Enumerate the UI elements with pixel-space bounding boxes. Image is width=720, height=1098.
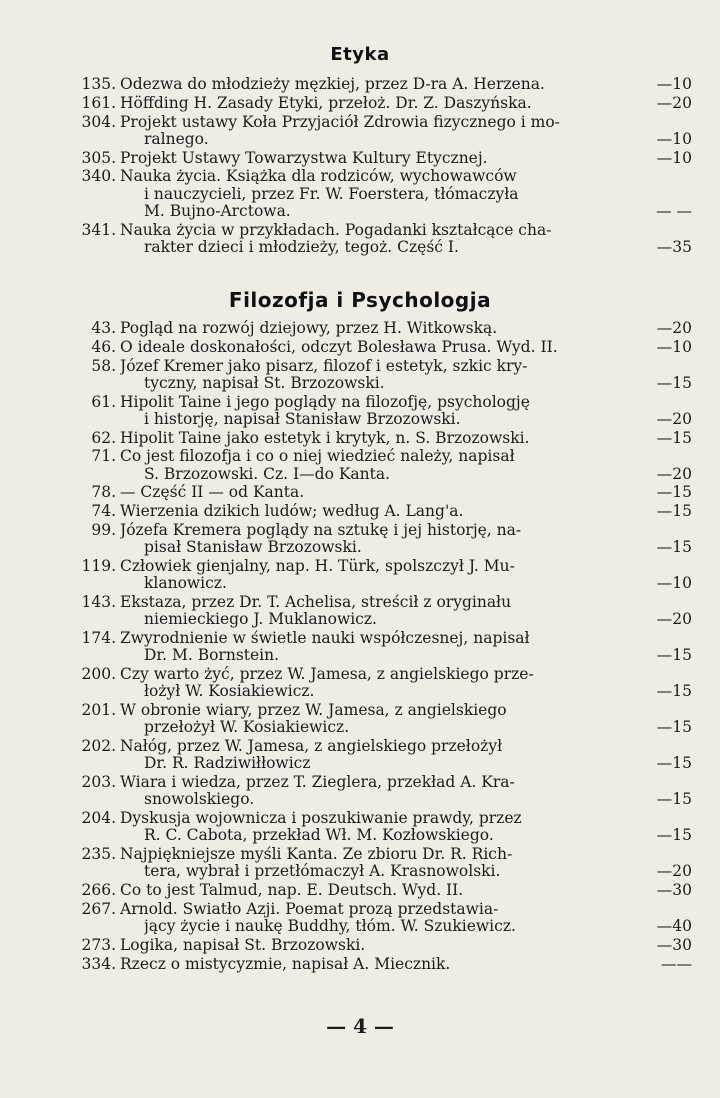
entry-number: 201. — [81, 701, 116, 719]
entry-text-line: Hipolit Taine jako estetyk i krytyk, n. S. Brzozowski. — [120, 429, 530, 447]
entry-price: —20 — [656, 319, 692, 337]
entry-text-line: tera, wybrał i przetłómaczył A. Krasnowolski. — [144, 863, 501, 881]
entry-number: 273. — [81, 935, 116, 954]
entry-text-line: Projekt Ustawy Towarzystwa Kultury Etycznej. — [120, 149, 488, 167]
catalog-entry — [0, 168, 720, 220]
entry-number: 266. — [81, 881, 116, 899]
entry-price: —10 — [656, 129, 692, 148]
catalog-entry — [0, 901, 720, 935]
entry-price: —15 — [656, 826, 692, 845]
entry-text-line: Ekstaza, przez Dr. T. Achelisa, streścił z oryginału — [120, 594, 512, 611]
entry-number: 200. — [81, 665, 116, 683]
entry-text-line: łożył W. Kosiakiewicz. — [144, 683, 315, 701]
entry-price: —10 — [656, 148, 692, 167]
entry-text-line: Co to jest Talmud, nap. E. Deutsch. Wyd. II. — [120, 882, 464, 899]
entry-number: 71. — [91, 447, 116, 466]
entry-price: —15 — [656, 483, 692, 502]
entry-number: 341. — [81, 220, 116, 239]
catalog-entry — [0, 810, 720, 844]
entry-text-line: Czy warto żyć, przez W. Jamesa, z angielskiego prze- — [120, 666, 534, 683]
entry-price: —15 — [656, 682, 692, 701]
entry-text-line: rakter dzieci i młodzieży, tegoż. Część I. — [144, 238, 459, 256]
entry-text-line: W obronie wiary, przez W. Jamesa, z angielskiego — [120, 702, 507, 719]
entry-price: —20 — [656, 409, 692, 428]
entry-number: 267. — [81, 899, 116, 918]
page-number: — 4 — — [326, 1014, 394, 1038]
entry-price: —10 — [656, 337, 692, 356]
entry-text-line: pisał Stanisław Brzozowski. — [144, 539, 362, 557]
catalog-entry — [0, 394, 720, 428]
entry-number: 143. — [81, 593, 116, 611]
entry-text-line: Józefa Kremera poglądy na sztukę i jej historję, na- — [120, 522, 522, 539]
entry-price: —20 — [656, 93, 692, 112]
entry-number: 304. — [81, 112, 116, 131]
catalog-entry — [0, 76, 720, 93]
catalog-entry — [0, 95, 720, 112]
catalog-entry — [0, 150, 720, 167]
entry-number: 203. — [81, 773, 116, 791]
entry-text-line: Pogląd na rozwój dziejowy, przez H. Witkowską. — [120, 320, 498, 337]
entry-text-line: i nauczycieli, przez Fr. W. Foerstera, tłómaczyła — [144, 185, 519, 203]
entry-number: 305. — [81, 148, 116, 167]
entry-price: —10 — [656, 75, 692, 93]
section-title: Filozofja i Psychologja — [228, 288, 492, 312]
entry-text-line: tyczny, napisał St. Brzozowski. — [144, 374, 385, 392]
section-title: Etyka — [330, 44, 390, 65]
catalog-entry — [0, 484, 720, 501]
entry-text-line: Józef Kremer jako pisarz, filozof i estetyk, szkic kry- — [120, 357, 528, 375]
entry-number: 99. — [91, 521, 116, 539]
catalog-entry — [0, 594, 720, 628]
entry-number: 119. — [81, 557, 116, 575]
entry-text-line: ralnego. — [144, 130, 209, 148]
entry-text-line: niemieckiego J. Muklanowicz. — [144, 611, 377, 629]
entry-price: —15 — [656, 718, 692, 737]
entry-price: —20 — [656, 862, 692, 881]
entry-text-line: M. Bujno-Arctowa. — [144, 202, 291, 220]
catalog-entry — [0, 522, 720, 556]
entry-text-line: Zwyrodnienie w świetle nauki współczesnej, napisał — [120, 630, 530, 647]
entry-text-line: O ideale doskonałości, odczyt Bolesława Prusa. Wyd. II. — [120, 338, 558, 356]
entry-price: — — — [656, 201, 692, 220]
entry-price: —15 — [656, 373, 692, 392]
entry-text-line: Nauka życia. Książka dla rodziców, wychowawców — [120, 168, 517, 186]
entry-text-line: R. C. Cabota, przekład Wł. M. Kozłowskiego. — [144, 827, 494, 845]
entry-text-line: Nauka życia w przykładach. Pogadanki kształcące cha- — [120, 221, 552, 239]
entry-number: 334. — [81, 954, 116, 973]
catalog-entry — [0, 702, 720, 736]
entry-price: —15 — [656, 646, 692, 665]
entry-number: 161. — [81, 93, 116, 112]
entry-text-line: Dyskusja wojownicza i poszukiwanie prawdy, przez — [120, 810, 522, 827]
entry-text-line: Projekt ustawy Koła Przyjaciół Zdrowia fizycznego i mo- — [120, 113, 560, 131]
catalog-entry — [0, 320, 720, 337]
catalog-entry — [0, 882, 720, 899]
entry-text-line: Höffding H. Zasady Etyki, przełoż. Dr. Z. Daszyńska. — [120, 94, 532, 112]
entry-number: 202. — [81, 737, 116, 755]
entry-text-line: — Część II — od Kanta. — [120, 484, 305, 502]
entry-number: 204. — [81, 809, 116, 827]
entry-price: —15 — [656, 538, 692, 557]
entry-text-line: Nałóg, przez W. Jamesa, z angielskiego przełożył — [120, 738, 503, 755]
catalog-entry — [0, 956, 720, 973]
entry-text-line: jący życie i naukę Buddhy, tłóm. W. Szukiewicz. — [144, 917, 516, 935]
entry-number: 74. — [91, 502, 116, 521]
entry-text-line: Dr. M. Bornstein. — [144, 647, 280, 665]
entry-text-line: Dr. R. Radziwiłłowicz — [144, 755, 311, 773]
entry-price: —30 — [656, 881, 692, 899]
catalog-entry — [0, 738, 720, 772]
entry-number: 174. — [81, 629, 116, 647]
catalog-entry — [0, 430, 720, 447]
catalog-entry — [0, 937, 720, 954]
entry-text-line: S. Brzozowski. Cz. I—do Kanta. — [144, 465, 391, 483]
entry-text-line: Najpiękniejsze myśli Kanta. Ze zbioru Dr. R. Rich- — [120, 846, 513, 863]
catalog-entry — [0, 846, 720, 880]
entry-number: 61. — [91, 392, 116, 411]
catalog-entry — [0, 503, 720, 520]
entry-price: —15 — [656, 790, 692, 809]
entry-text-line: Wierzenia dzikich ludów; według A. Lang'a. — [120, 503, 464, 521]
entry-text-line: i historję, napisał Stanisław Brzozowski. — [144, 410, 461, 428]
entry-price: —35 — [656, 237, 692, 256]
catalog-entry — [0, 774, 720, 808]
entry-number: 58. — [91, 356, 116, 375]
entry-text-line: klanowicz. — [144, 575, 227, 593]
entry-text-line: Hipolit Taine i jego poglądy na filozofję, psychologję — [120, 393, 530, 411]
entry-text-line: snowolskiego. — [144, 791, 255, 809]
entry-price: —30 — [656, 935, 692, 954]
entry-price: —20 — [656, 464, 692, 483]
entry-text-line: Arnold. Światło Azji. Poemat prozą przedstawia- — [120, 900, 499, 918]
catalog-entry — [0, 630, 720, 664]
entry-price: —20 — [656, 610, 692, 629]
entry-price: —10 — [656, 574, 692, 593]
catalog-entry — [0, 448, 720, 482]
entry-text-line: Człowiek gienjalny, nap. H. Türk, spolszczył J. Mu- — [120, 558, 515, 575]
entry-price: —15 — [656, 502, 692, 521]
entry-number: 235. — [81, 845, 116, 863]
entry-number: 78. — [91, 483, 116, 502]
entry-price: —15 — [656, 754, 692, 773]
entry-text-line: Rzecz o mistycyzmie, napisał A. Miecznik. — [120, 955, 451, 973]
entry-text-line: Logika, napisał St. Brzozowski. — [120, 936, 366, 954]
entry-number: 62. — [91, 428, 116, 447]
catalog-entry — [0, 358, 720, 392]
entry-number: 46. — [91, 337, 116, 356]
catalog-entry — [0, 339, 720, 356]
entry-price: —40 — [656, 916, 692, 935]
entry-text-line: Co jest filozofja i co o niej wiedzieć należy, napisał — [120, 448, 515, 466]
entry-price: —15 — [656, 428, 692, 447]
catalog-entry — [0, 666, 720, 700]
entry-number: 135. — [81, 75, 116, 93]
entry-number: 43. — [91, 319, 116, 337]
entry-text-line: Wiara i wiedza, przez T. Zieglera, przekład A. Kra- — [120, 774, 515, 791]
entry-number: 340. — [81, 167, 116, 186]
catalog-entry — [0, 558, 720, 592]
entry-text-line: Odezwa do młodzieży męzkiej, przez D-ra A. Herzena. — [120, 76, 545, 93]
catalog-entry — [0, 222, 720, 256]
entry-text-line: przełożył W. Kosiakiewicz. — [144, 719, 350, 737]
entry-price: —— — [661, 954, 692, 973]
catalog-entry — [0, 114, 720, 148]
